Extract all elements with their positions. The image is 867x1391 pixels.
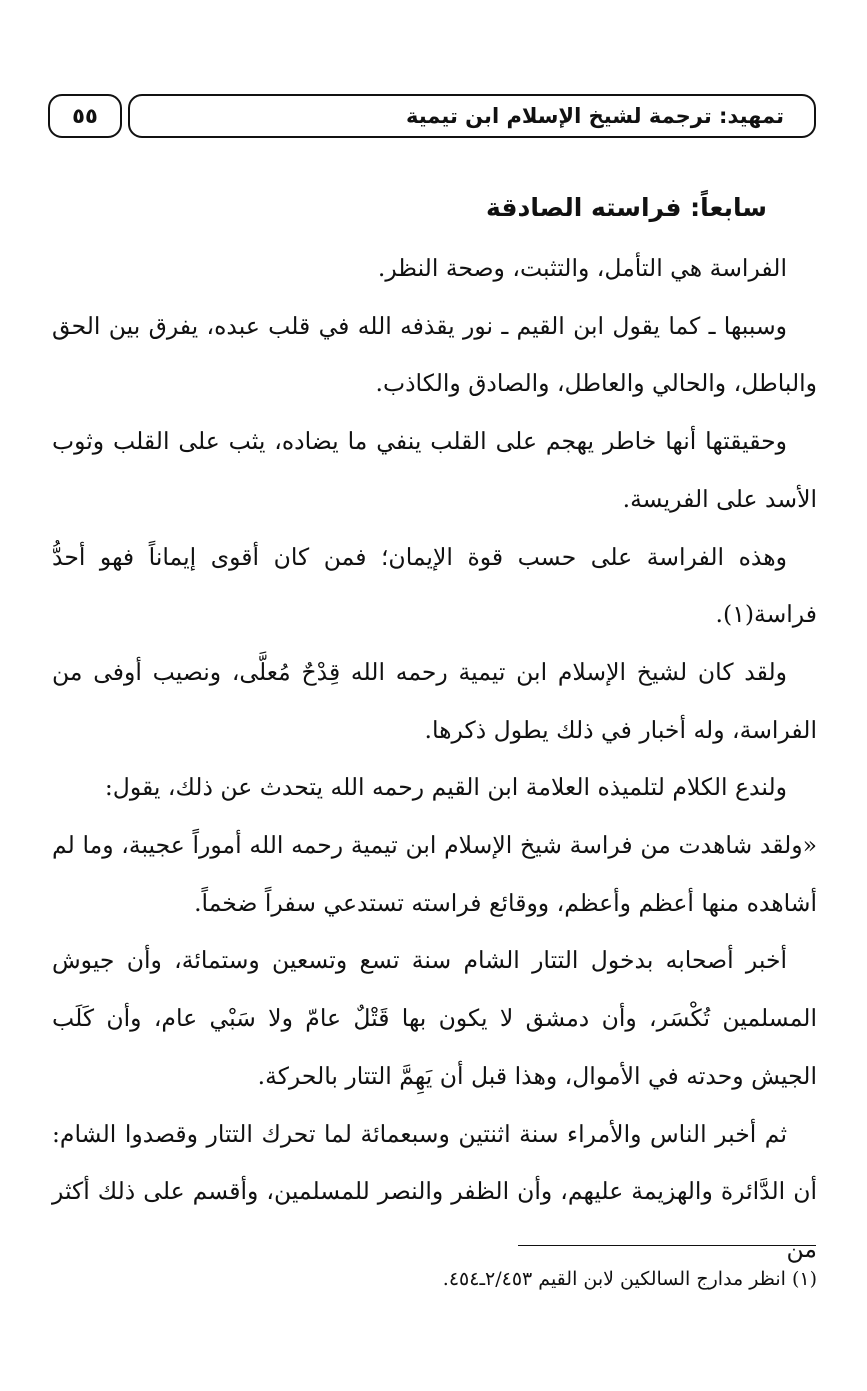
running-header xyxy=(128,94,816,138)
paragraph-reality: وحقيقتها أنها خاطر يهجم على القلب ينفي ما يضاده، يثب على القلب وثوب الأسد على الفريسة. xyxy=(52,427,817,513)
paragraph-ibn-alqayyim: ولندع الكلام لتلميذه العلامة ابن القيم رحمه الله يتحدث عن ذلك، يقول: xyxy=(104,773,787,802)
body-text xyxy=(52,240,817,1279)
footnote-divider xyxy=(518,1245,816,1246)
running-header-title: تمهيد: ترجمة لشيخ الإسلام ابن تيمية xyxy=(406,104,784,128)
paragraph-definition: الفراسة هي التأمل، والتثبت، وصحة النظر. xyxy=(377,254,787,282)
paragraph-tatars-702: ثم أخبر الناس والأمراء سنة اثنتين وسبعمائة لما تحرك التتار وقصدوا الشام: أن الدَّائرة والهزيمة عليهم، وأن الظفر والنصر للمسلمين، وأقسم على ذلك أكثر من xyxy=(52,1119,817,1263)
paragraph-cause: وسببها ـ كما يقول ابن القيم ـ نور يقذفه الله في قلب عبده، يفرق بين الحق والباطل، والحالي والعاطل، والصادق والكاذب. xyxy=(52,311,817,398)
paragraph-faith: وهذه الفراسة على حسب قوة الإيمان؛ فمن كان أقوى إيماناً فهو أحدُّ فراسة(١). xyxy=(52,542,817,629)
paragraph-quote-start: «ولقد شاهدت من فراسة شيخ الإسلام ابن تيمية رحمه الله أموراً عجيبة، وما لم أشاهده منها أعظم وأعظم، ووقائع فراسته تستدعي سفراً ضخماً. xyxy=(52,831,817,917)
footnote-1: (١) انظر مدارج السالكين لابن القيم ٢/٤٥٣ـ٤٥٤. xyxy=(442,1268,817,1290)
paragraph-tatars-699: أخبر أصحابه بدخول التتار الشام سنة تسع وتسعين وستمائة، وأن جيوش المسلمين تُكْسَر، وأن دمشق لا يكون بها قَتْلٌ عامّ ولا سَبْي عام، وأن كَلَب الجيش وحدته في الأموال، وهذا قبل أن يَهِمَّ التتار بالحركة. xyxy=(52,946,817,1090)
section-heading: سابعاً: فراسته الصادقة xyxy=(485,193,767,222)
paragraph-ibn-taymiyya: ولقد كان لشيخ الإسلام ابن تيمية رحمه الله قِدْحٌ مُعلَّى، ونصيب أوفى من الفراسة، وله أخبار في ذلك يطول ذكرها. xyxy=(52,657,817,744)
page-number-box xyxy=(48,94,122,138)
page-number: ٥٥ xyxy=(72,104,98,128)
